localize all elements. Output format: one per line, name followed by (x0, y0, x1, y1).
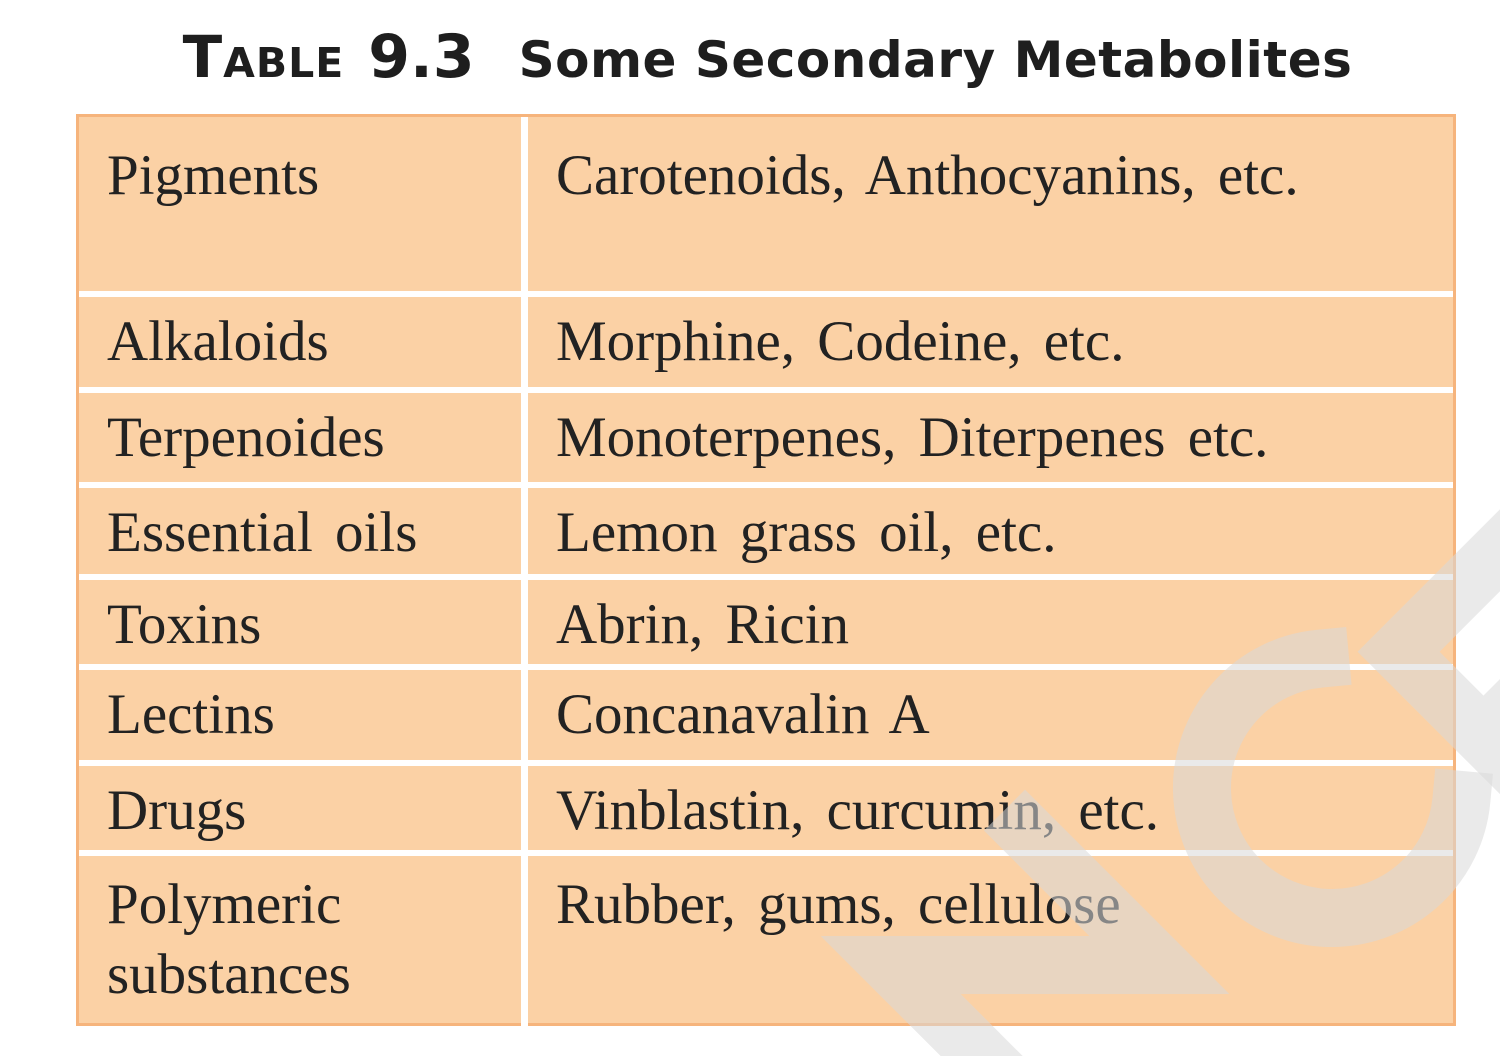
examples-cell: Abrin, Ricin (525, 577, 1454, 667)
table-row (79, 763, 1453, 853)
table-row (79, 390, 1453, 485)
category-cell: Drugs (79, 763, 525, 853)
examples-cell: Carotenoids, Anthocyanins, etc. (525, 117, 1454, 294)
table-row (79, 577, 1453, 667)
category-cell: Essential oils (79, 485, 525, 577)
category-cell: Toxins (79, 577, 525, 667)
table-number: 9.3 (368, 22, 475, 92)
category-cell: Terpenoides (79, 390, 525, 485)
examples-cell: Concanavalin A (525, 667, 1454, 763)
table-title: Some Secondary Metabolites (518, 31, 1353, 89)
table-row (79, 294, 1453, 390)
examples-cell: Vinblastin, curcumin, etc. (525, 763, 1454, 853)
category-cell: Pigments (79, 117, 525, 294)
category-cell: Lectins (79, 667, 525, 763)
category-cell: Polymeric substances (79, 853, 525, 1029)
examples-cell: Rubber, gums, cellulose (556, 873, 1121, 936)
metabolites-table (76, 114, 1456, 1026)
table-row (79, 117, 1453, 294)
table-row (79, 485, 1453, 577)
table-row (79, 667, 1453, 763)
table-caption (0, 22, 1500, 92)
examples-cell: Morphine, Codeine, etc. (525, 294, 1454, 390)
examples-cell: Monoterpenes, Diterpenes etc. (525, 390, 1454, 485)
table-row (79, 853, 1453, 1029)
table-label: Table (182, 23, 345, 91)
examples-cell: Lemon grass oil, etc. (525, 485, 1454, 577)
category-cell: Alkaloids (79, 294, 525, 390)
